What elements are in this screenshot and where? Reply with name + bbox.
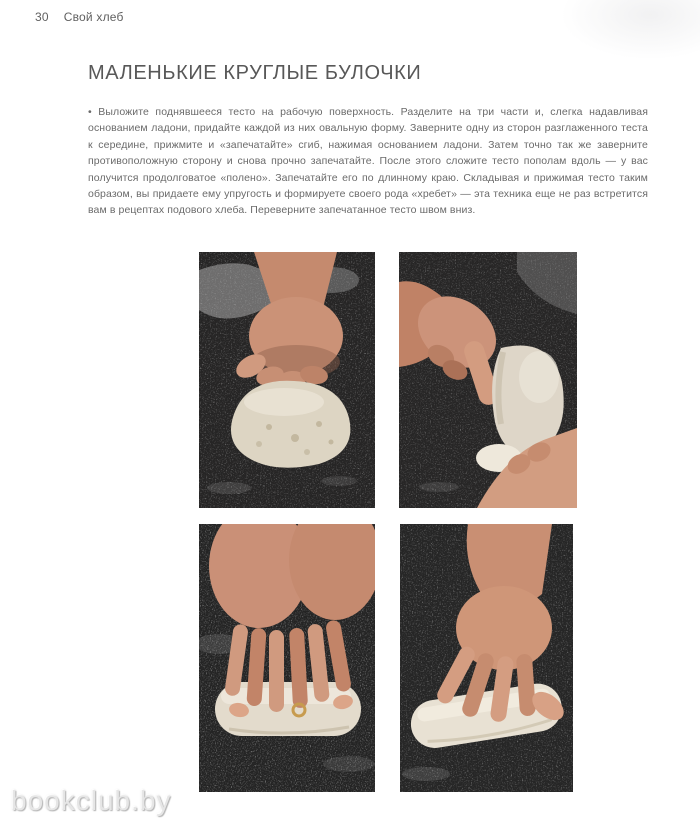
instruction-paragraph: • Выложите поднявшееся тесто на рабочую поверхность. Разделите на три части и, слегка надавливая основанием ладони, придайте каждой из них овальную форму. Заверните одну из сторон разглаженного теста к середине, прижмите и «запечатайте» сгиб, нажимая основанием ладони. Затем точно так же заверните противоположную сторону и снова прочно запечатайте. После этого сложите тесто пополам вдоль — у вас получится продолговатое «полено». Запечатайте его по длинному краю. Складывая и прижимая тесто таким образом, вы придаете ему упругость и формируете своего рода «хребет» — эта техника еще не раз встретится вам в рецептах подового хлеба. Переверните запечатанное тесто швом вниз.	[88, 106, 648, 217]
watermark: bookclub.by	[11, 785, 172, 816]
photo-step-3-sealing-log	[199, 524, 375, 792]
photo-step-1-pressing-dough-ball	[199, 252, 375, 508]
scan-artifact	[560, 0, 700, 60]
running-header-label: Свой хлеб	[63, 10, 124, 24]
dough-photo-1	[199, 252, 375, 508]
running-header	[35, 10, 124, 24]
dough-photo-4	[400, 524, 573, 792]
photo-step-4-sealed-log	[400, 524, 573, 792]
dough-photo-3	[199, 524, 375, 792]
photo-step-2-folding-dough	[399, 252, 577, 508]
dough-photo-2	[399, 252, 577, 508]
page-number: 30	[35, 10, 49, 24]
page-title: МАЛЕНЬКИЕ КРУГЛЫЕ БУЛОЧКИ	[88, 62, 422, 84]
